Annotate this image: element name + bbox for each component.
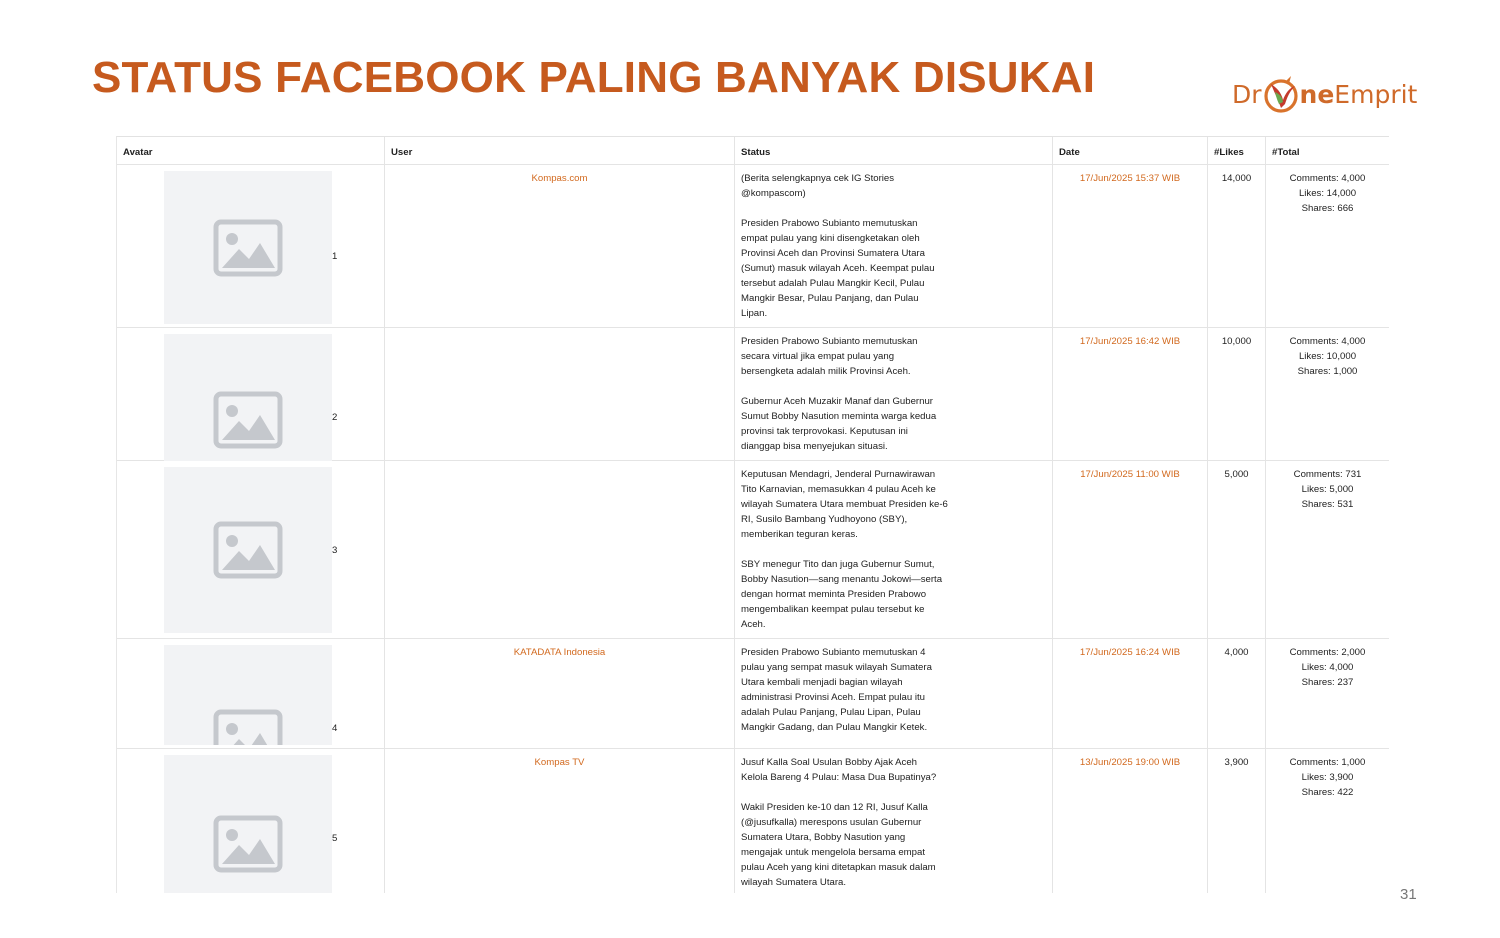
header-likes: #Likes xyxy=(1208,137,1266,164)
rank-number: 5 xyxy=(332,833,338,844)
comments-count: Comments: 4,000 xyxy=(1289,173,1366,184)
date-link[interactable]: 17/Jun/2025 15:37 WIB xyxy=(1053,165,1208,327)
image-placeholder-icon xyxy=(213,521,283,579)
rank-number: 1 xyxy=(332,251,338,262)
rank-number: 3 xyxy=(332,545,338,556)
avatar-placeholder xyxy=(164,645,332,745)
user-link[interactable]: KATADATA Indonesia xyxy=(513,647,606,658)
user-cell xyxy=(385,165,735,327)
avatar-placeholder xyxy=(164,334,332,461)
user-cell xyxy=(385,461,735,638)
image-placeholder-icon xyxy=(213,815,283,873)
user-cell xyxy=(385,328,735,460)
avatar-placeholder xyxy=(164,467,332,633)
shares-count: Shares: 666 xyxy=(1301,203,1354,214)
comments-count: Comments: 731 xyxy=(1293,469,1362,480)
image-placeholder-icon xyxy=(213,391,283,449)
table-row xyxy=(117,328,1389,461)
rank-number: 4 xyxy=(332,723,338,734)
table-row xyxy=(117,639,1389,749)
likes-count: 5,000 xyxy=(1208,461,1266,638)
table-row xyxy=(117,461,1389,639)
shares-count: Shares: 237 xyxy=(1301,677,1354,688)
image-placeholder-icon xyxy=(213,219,283,277)
header-total: #Total xyxy=(1272,147,1300,158)
header-user: User xyxy=(385,137,735,164)
shares-count: Shares: 1,000 xyxy=(1297,366,1358,377)
user-cell xyxy=(385,639,735,748)
drone-emprit-logo xyxy=(1232,64,1442,124)
slide-title: STATUS FACEBOOK PALING BANYAK DISUKAI xyxy=(92,53,1096,102)
user-link[interactable]: Kompas.com xyxy=(531,173,588,184)
date-link[interactable]: 17/Jun/2025 16:24 WIB xyxy=(1053,639,1208,748)
comments-count: Comments: 2,000 xyxy=(1289,647,1366,658)
likes-count: 3,900 xyxy=(1208,749,1266,893)
user-cell xyxy=(385,749,735,893)
date-link[interactable]: 13/Jun/2025 19:00 WIB xyxy=(1053,749,1208,893)
status-text: Presiden Prabowo Subianto memutuskan 4 pulau yang sempat masuk wilayah Sumatera Utara kembali menjadi bagian wilayah administrasi Provinsi Aceh. Empat pulau itu adalah Pulau Panjang, Pulau Lipan, Pulau Mangkir Gadang, dan Pulau Mangkir Ketek. xyxy=(735,639,1053,748)
header-date: Date xyxy=(1053,137,1208,164)
total-cell xyxy=(1266,639,1389,748)
avatar-cell xyxy=(117,749,385,893)
total-cell xyxy=(1266,461,1389,638)
total-cell xyxy=(1266,165,1389,327)
table-row xyxy=(117,165,1389,328)
page-number: 31 xyxy=(1400,886,1417,903)
logo-text-dr: Dr xyxy=(1232,79,1262,109)
shares-count: Shares: 531 xyxy=(1301,499,1354,510)
table-header-row xyxy=(117,137,1389,165)
logo-text-emprit: Emprit xyxy=(1334,79,1418,109)
image-placeholder-icon xyxy=(213,709,283,745)
header-status: Status xyxy=(735,137,1053,164)
avatar-cell xyxy=(117,639,385,748)
comments-count: Comments: 4,000 xyxy=(1289,336,1366,347)
total-cell xyxy=(1266,328,1389,460)
avatar-cell xyxy=(117,328,385,460)
logo-text-ne: ne xyxy=(1299,79,1335,109)
total-cell xyxy=(1266,749,1389,893)
rank-number: 2 xyxy=(332,412,338,423)
date-link[interactable]: 17/Jun/2025 16:42 WIB xyxy=(1053,328,1208,460)
avatar-cell xyxy=(117,461,385,638)
likes-total: Likes: 3,900 xyxy=(1301,772,1354,783)
comments-count: Comments: 1,000 xyxy=(1289,757,1366,768)
likes-count: 10,000 xyxy=(1208,328,1266,460)
logo-bird-icon xyxy=(1261,72,1301,116)
likes-total: Likes: 5,000 xyxy=(1301,484,1354,495)
status-text: Jusuf Kalla Soal Usulan Bobby Ajak Aceh Kelola Bareng 4 Pulau: Masa Dua Bupatinya? Wakil Presiden ke-10 dan 12 RI, Jusuf Kalla (@jusufkalla) merespons usulan Gubernur Sumatera Utara, Bobby Nasution yang mengajak untuk mengelola bersama empat pulau Aceh yang kini ditetapkan masuk dalam wilayah Sumatera Utara. xyxy=(735,749,1053,893)
table-row xyxy=(117,749,1389,893)
likes-count: 4,000 xyxy=(1208,639,1266,748)
likes-total: Likes: 10,000 xyxy=(1298,351,1357,362)
status-text: Keputusan Mendagri, Jenderal Purnawirawan Tito Karnavian, memasukkan 4 pulau Aceh ke wilayah Sumatera Utara membuat Presiden ke-6 RI, Susilo Bambang Yudhoyono (SBY), memberikan teguran keras. SBY menegur Tito dan juga Gubernur Sumut, Bobby Nasution—sang menantu Jokowi—serta dengan hormat meminta Presiden Prabowo mengembalikan keempat pulau tersebut ke Aceh. xyxy=(735,461,1053,638)
shares-count: Shares: 422 xyxy=(1301,787,1354,798)
likes-total: Likes: 4,000 xyxy=(1301,662,1354,673)
status-text: Presiden Prabowo Subianto memutuskan secara virtual jika empat pulau yang bersengketa adalah milik Provinsi Aceh. Gubernur Aceh Muzakir Manaf dan Gubernur Sumut Bobby Nasution meminta warga kedua provinsi tak terprovokasi. Keputusan ini dianggap bisa menyejukan situasi. xyxy=(735,328,1053,460)
avatar-placeholder xyxy=(164,171,332,324)
user-link[interactable]: Kompas TV xyxy=(534,757,585,768)
status-text: (Berita selengkapnya cek IG Stories @kompascom) Presiden Prabowo Subianto memutuskan empat pulau yang kini disengketakan oleh Provinsi Aceh dan Provinsi Sumatera Utara (Sumut) masuk wilayah Aceh. Keempat pulau tersebut adalah Pulau Mangkir Kecil, Pulau Mangkir Besar, Pulau Panjang, dan Pulau Lipan. xyxy=(735,165,1053,327)
date-link[interactable]: 17/Jun/2025 11:00 WIB xyxy=(1053,461,1208,638)
avatar-cell xyxy=(117,165,385,327)
likes-total: Likes: 14,000 xyxy=(1298,188,1357,199)
avatar-placeholder xyxy=(164,755,332,893)
likes-count: 14,000 xyxy=(1208,165,1266,327)
header-avatar: Avatar xyxy=(117,137,385,164)
status-table xyxy=(116,136,1389,893)
